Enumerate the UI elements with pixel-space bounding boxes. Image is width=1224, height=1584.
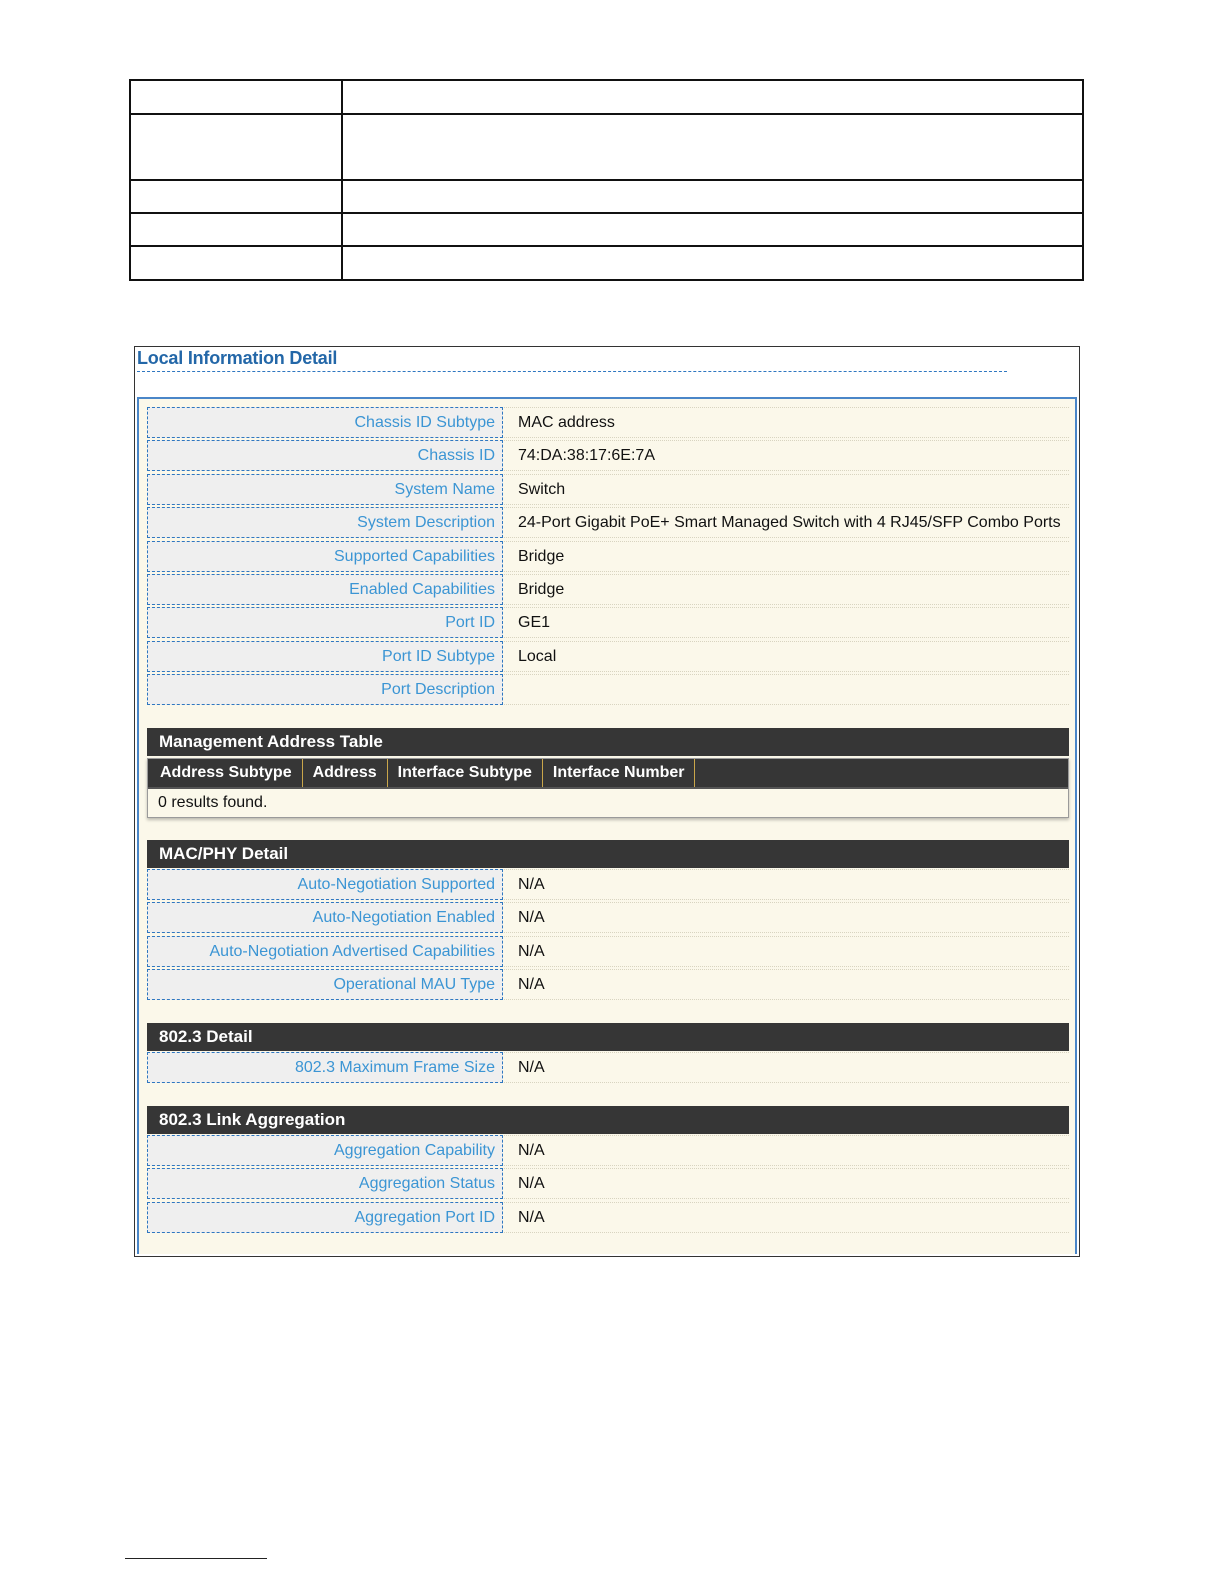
field-value: N/A — [504, 902, 1069, 933]
page-title: Local Information Detail — [137, 348, 338, 368]
field-label: Enabled Capabilities — [147, 574, 503, 605]
table-row — [130, 180, 1083, 213]
field-label: Supported Capabilities — [147, 541, 503, 572]
field-value: MAC address — [504, 407, 1069, 438]
field-label: Port Description — [147, 674, 503, 705]
table-row — [130, 246, 1083, 280]
field-value: 24-Port Gigabit PoE+ Smart Managed Switch with 4 RJ45/SFP Combo Ports — [504, 507, 1069, 538]
field-value: N/A — [504, 869, 1069, 900]
table-header — [148, 759, 1068, 789]
field-label: Auto-Negotiation Enabled — [147, 902, 503, 933]
info-row-system-name — [147, 473, 1069, 506]
info-row-port-description — [147, 673, 1069, 706]
field-value: N/A — [504, 936, 1069, 967]
link-aggregation-list — [147, 1134, 1069, 1234]
field-label: Auto-Negotiation Supported — [147, 869, 503, 900]
document-table — [129, 79, 1084, 281]
info-row-auto-negotiation-enabled — [147, 901, 1069, 934]
field-value: 74:DA:38:17:6E:7A — [504, 440, 1069, 471]
info-row-maximum-frame-size — [147, 1051, 1069, 1084]
column-header[interactable]: Address Subtype — [150, 759, 303, 787]
table-row — [130, 80, 1083, 114]
management-address-table — [147, 758, 1069, 818]
field-value: N/A — [504, 969, 1069, 1000]
table-row — [130, 213, 1083, 246]
empty-results-text: 0 results found. — [158, 794, 268, 811]
field-value — [504, 674, 1069, 705]
table-row — [130, 114, 1083, 180]
info-row-chassis-id — [147, 439, 1069, 472]
field-label: 802.3 Maximum Frame Size — [147, 1052, 503, 1083]
info-row-aggregation-capability — [147, 1134, 1069, 1167]
section-header-link-aggregation: 802.3 Link Aggregation — [147, 1106, 1069, 1134]
field-value: N/A — [504, 1168, 1069, 1199]
info-row-auto-negotiation-supported — [147, 868, 1069, 901]
field-label: Aggregation Status — [147, 1168, 503, 1199]
field-value: GE1 — [504, 607, 1069, 638]
info-row-port-id — [147, 606, 1069, 639]
field-label: Auto-Negotiation Advertised Capabilities — [147, 936, 503, 967]
info-row-enabled-capabilities — [147, 573, 1069, 606]
field-value: N/A — [504, 1052, 1069, 1083]
info-row-advertised-capabilities — [147, 935, 1069, 968]
field-value: N/A — [504, 1202, 1069, 1233]
field-value: Bridge — [504, 541, 1069, 572]
info-row-supported-capabilities — [147, 540, 1069, 573]
title-divider — [137, 371, 1007, 372]
field-value: Switch — [504, 474, 1069, 505]
detail-panel — [137, 397, 1077, 1254]
info-row-aggregation-status — [147, 1167, 1069, 1200]
section-header-8023-detail: 802.3 Detail — [147, 1023, 1069, 1051]
field-value: N/A — [504, 1135, 1069, 1166]
field-label: Chassis ID Subtype — [147, 407, 503, 438]
column-header[interactable]: Address — [303, 759, 388, 787]
field-label: Aggregation Port ID — [147, 1202, 503, 1233]
info-row-system-description — [147, 506, 1069, 539]
field-label: Operational MAU Type — [147, 969, 503, 1000]
field-label: Port ID Subtype — [147, 641, 503, 672]
footnote-divider — [125, 1558, 267, 1559]
local-information-detail-screenshot — [134, 346, 1080, 1257]
dot3-list — [147, 1051, 1069, 1084]
column-header[interactable]: Interface Number — [543, 759, 696, 787]
general-info-list — [147, 406, 1069, 707]
mac-phy-list — [147, 868, 1069, 1002]
info-row-aggregation-port-id — [147, 1201, 1069, 1234]
field-label: Chassis ID — [147, 440, 503, 471]
section-header-mac-phy: MAC/PHY Detail — [147, 840, 1069, 868]
info-row-operational-mau-type — [147, 968, 1069, 1001]
section-header-management: Management Address Table — [147, 728, 1069, 756]
field-label: Port ID — [147, 607, 503, 638]
field-value: Local — [504, 641, 1069, 672]
info-row-chassis-id-subtype — [147, 406, 1069, 439]
column-header[interactable]: Interface Subtype — [388, 759, 543, 787]
field-value: Bridge — [504, 574, 1069, 605]
field-label: System Description — [147, 507, 503, 538]
field-label: Aggregation Capability — [147, 1135, 503, 1166]
field-label: System Name — [147, 474, 503, 505]
info-row-port-id-subtype — [147, 640, 1069, 673]
